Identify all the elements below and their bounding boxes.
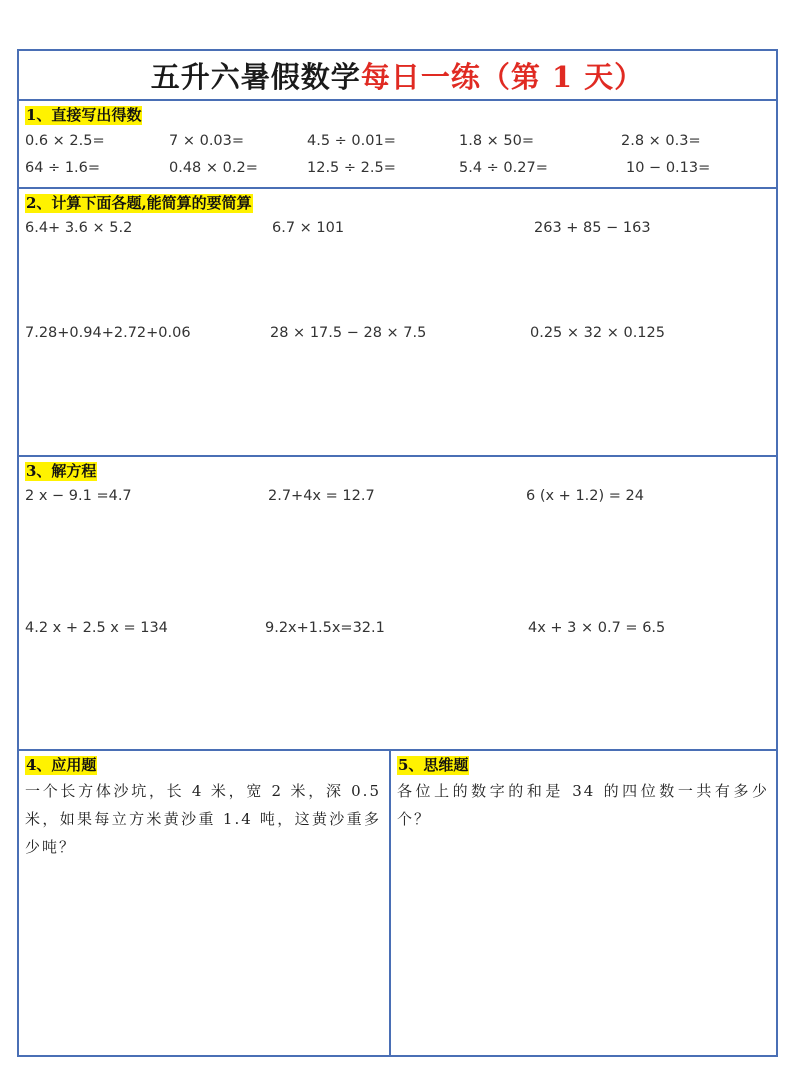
calc-item: 0.6 × 2.5= [25,133,105,149]
calc-item: 7 × 0.03= [169,133,245,149]
equation-item: 4x + 3 × 0.7 = 6.5 [528,620,666,636]
section1-heading: 1、直接写出得数 [26,106,142,124]
section-direct-calculation [19,101,776,189]
section2-heading: 2、计算下面各题,能简算的要简算 [26,194,252,212]
equation-item: 6 (x + 1.2) = 24 [526,488,644,504]
application-problem-text: 一个长方体沙坑，长 4 米，宽 2 米，深 0.5 米，如果每立方米黄沙重 1.4 吨，这黄沙重多少吨？ [25,782,381,856]
expression-item: 6.4+ 3.6 × 5.2 [25,220,133,236]
page-title [19,51,776,101]
calc-item: 12.5 ÷ 2.5= [307,160,396,176]
calc-item: 4.5 ÷ 0.01= [307,133,396,149]
section5-heading: 5、思维题 [398,756,469,774]
calc-item: 0.48 × 0.2= [169,160,258,176]
thinking-problem-text: 各位上的数字的和是 34 的四位数一共有多少个？ [397,782,769,828]
expression-item: 0.25 × 32 × 0.125 [530,325,665,341]
section-solve-equations [19,457,776,751]
equation-item: 9.2x+1.5x=32.1 [265,620,385,636]
calc-item: 5.4 ÷ 0.27= [459,160,548,176]
section4-heading: 4、应用题 [26,756,97,774]
expression-item: 263 + 85 − 163 [534,220,651,236]
expression-item: 7.28+0.94+2.72+0.06 [25,325,191,341]
calc-item: 1.8 × 50= [459,133,535,149]
calc-item: 10 − 0.13= [626,160,711,176]
section-word-problems [19,751,776,1055]
equation-item: 2 x − 9.1 =4.7 [25,488,132,504]
worksheet [17,49,778,1057]
section3-heading: 3、解方程 [26,462,97,480]
column-divider [389,751,391,1055]
calc-item: 2.8 × 0.3= [621,133,701,149]
equation-item: 4.2 x + 2.5 x = 134 [25,620,168,636]
expression-item: 6.7 × 101 [272,220,345,236]
title-main: 五升六暑假数学 [150,59,361,94]
expression-item: 28 × 17.5 − 28 × 7.5 [270,325,427,341]
calc-item: 64 ÷ 1.6= [25,160,101,176]
equation-item: 2.7+4x = 12.7 [268,488,375,504]
title-highlight: 每日一练（第 1 天） [360,59,645,94]
section-simplify-calculation [19,189,776,457]
